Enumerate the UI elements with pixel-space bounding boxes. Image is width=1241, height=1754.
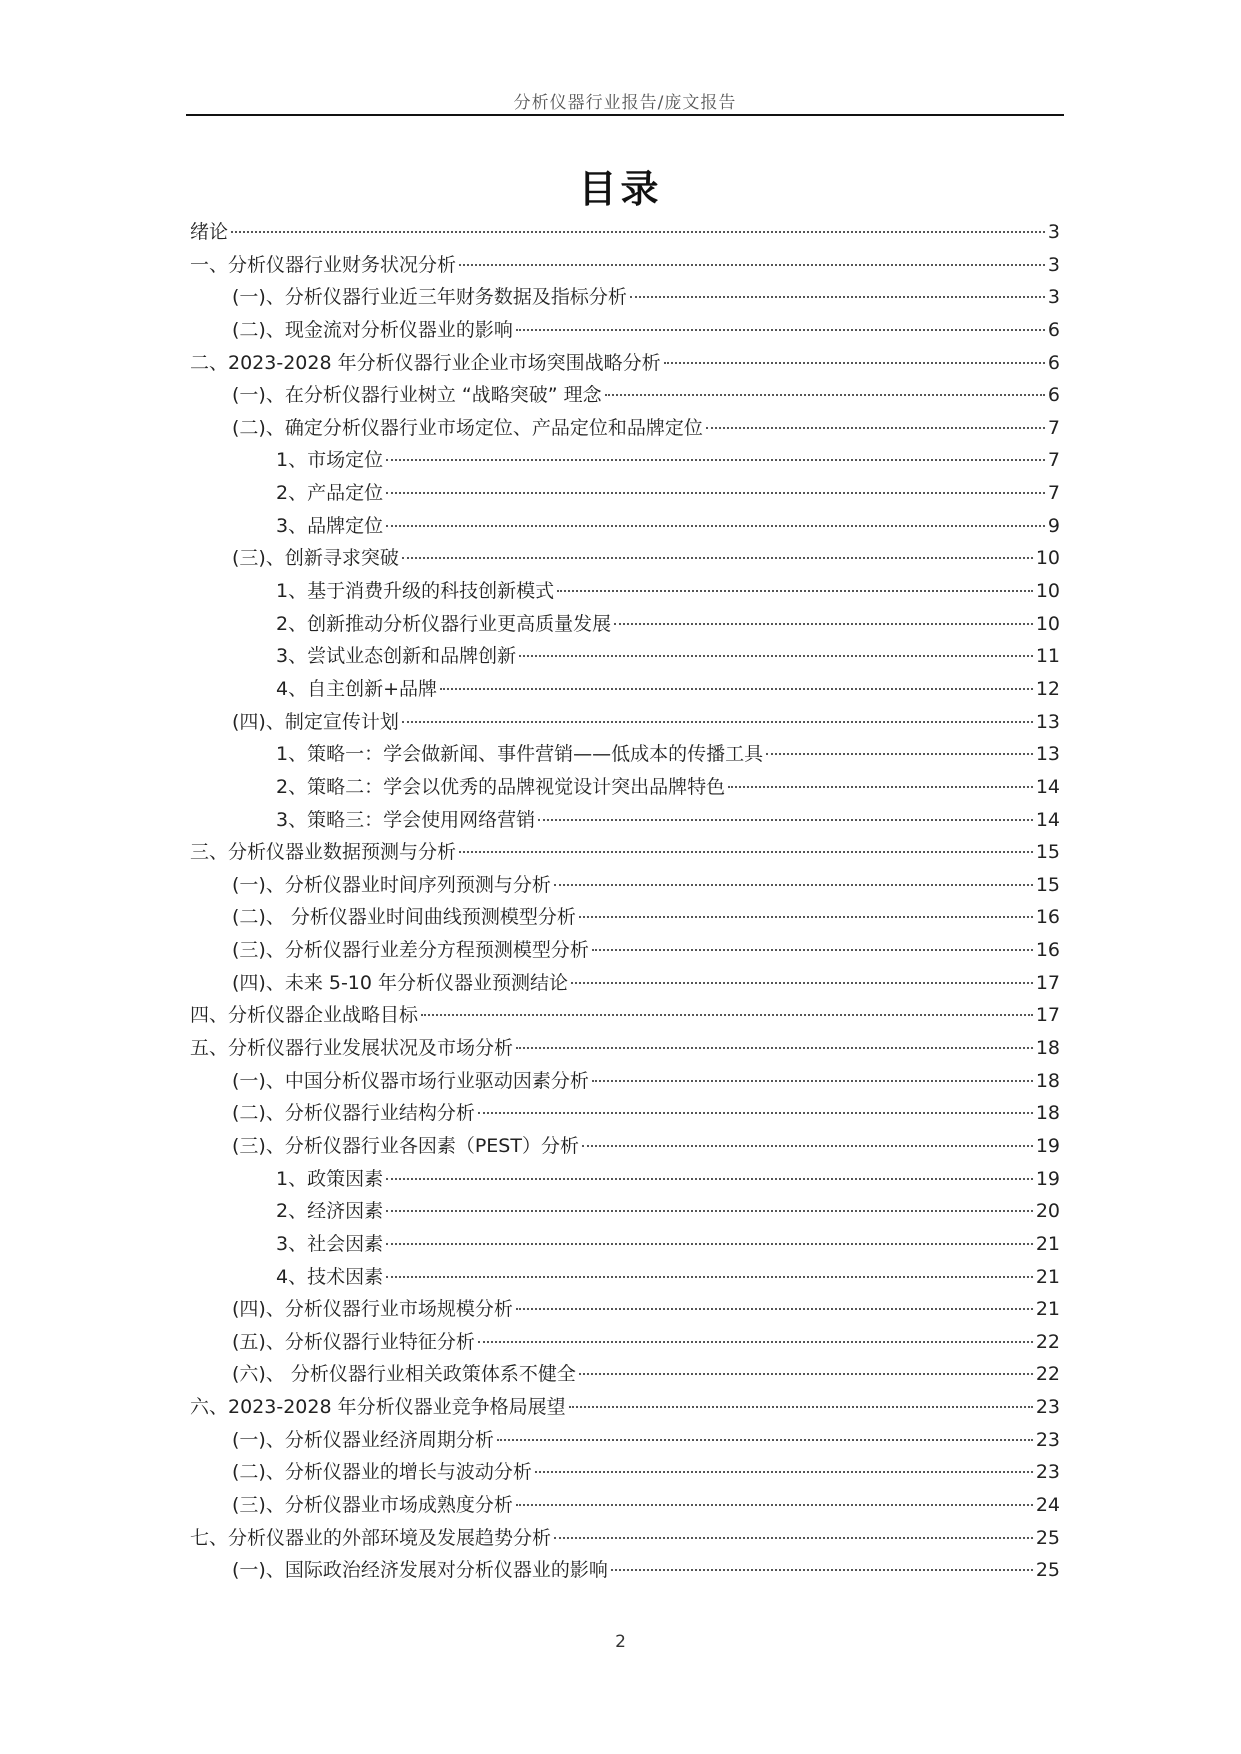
toc-dot-leader xyxy=(630,295,1045,298)
toc-dot-leader xyxy=(554,883,1033,886)
toc-entry-label: (一)、分析仪器业时间序列预测与分析 xyxy=(232,873,551,896)
toc-entry[interactable] xyxy=(190,1195,1060,1228)
toc-dot-leader xyxy=(706,426,1045,429)
toc-entry-page: 12 xyxy=(1035,677,1060,700)
toc-dot-leader xyxy=(440,687,1033,690)
toc-entry[interactable] xyxy=(190,249,1060,282)
toc-entry[interactable] xyxy=(190,216,1060,249)
toc-entry-label: (四)、分析仪器行业市场规模分析 xyxy=(232,1298,513,1321)
toc-entry[interactable] xyxy=(190,673,1060,706)
toc-entry-page: 10 xyxy=(1035,612,1060,635)
toc-entry-page: 10 xyxy=(1035,580,1060,603)
toc-dot-leader xyxy=(402,720,1033,723)
toc-entry-label: 五、分析仪器行业发展状况及市场分析 xyxy=(190,1037,514,1060)
toc-dot-leader xyxy=(516,1503,1033,1506)
toc-entry[interactable] xyxy=(190,477,1060,510)
toc-dot-leader xyxy=(516,1046,1033,1049)
toc-entry[interactable] xyxy=(190,1489,1060,1522)
toc-entry-page: 7 xyxy=(1047,449,1060,472)
toc-entry[interactable] xyxy=(190,1456,1060,1489)
toc-dot-leader xyxy=(664,361,1045,364)
toc-entry-label: 1、市场定位 xyxy=(276,449,384,472)
toc-entry-page: 18 xyxy=(1035,1069,1060,1092)
toc-entry[interactable] xyxy=(190,281,1060,314)
toc-entry-label: (二)、现金流对分析仪器业的影响 xyxy=(232,318,513,341)
toc-entry-label: 2、策略二：学会以优秀的品牌视觉设计突出品牌特色 xyxy=(276,775,726,798)
toc-entry-label: 三、分析仪器业数据预测与分析 xyxy=(190,841,457,864)
toc-entry-page: 13 xyxy=(1035,710,1060,733)
toc-dot-leader xyxy=(478,1111,1033,1114)
toc-dot-leader xyxy=(516,328,1045,331)
toc-entry[interactable] xyxy=(190,1554,1060,1587)
toc-entry-label: 1、基于消费升级的科技创新模式 xyxy=(276,580,555,603)
toc-entry-label: (一)、国际政治经济发展对分析仪器业的影响 xyxy=(232,1559,608,1582)
table-of-contents xyxy=(190,216,1060,1587)
page-number: 2 xyxy=(615,1632,626,1652)
toc-dot-leader xyxy=(386,1209,1033,1212)
toc-entry[interactable] xyxy=(190,1293,1060,1326)
toc-dot-leader xyxy=(592,948,1033,951)
toc-entry-label: 绪论 xyxy=(190,221,229,243)
toc-dot-leader xyxy=(519,654,1033,657)
toc-entry-page: 23 xyxy=(1035,1461,1060,1484)
toc-dot-leader xyxy=(516,1307,1033,1310)
toc-entry[interactable] xyxy=(190,1097,1060,1130)
toc-dot-leader xyxy=(582,1144,1033,1147)
toc-entry-page: 7 xyxy=(1047,416,1060,439)
toc-dot-leader xyxy=(386,1275,1033,1278)
toc-entry-label: (二)、 分析仪器业时间曲线预测模型分析 xyxy=(232,906,576,929)
toc-entry-label: 二、2023-2028 年分析仪器行业企业市场突围战略分析 xyxy=(190,351,661,374)
toc-dot-leader xyxy=(478,1340,1033,1343)
toc-entry-page: 23 xyxy=(1035,1428,1060,1451)
toc-dot-leader xyxy=(728,785,1033,788)
toc-entry-label: (五)、分析仪器行业特征分析 xyxy=(232,1330,475,1353)
toc-dot-leader xyxy=(579,915,1033,918)
toc-entry[interactable] xyxy=(190,1261,1060,1294)
toc-entry-page: 9 xyxy=(1047,514,1060,537)
toc-entry-page: 6 xyxy=(1047,384,1060,407)
toc-dot-leader xyxy=(386,1177,1033,1180)
toc-dot-leader xyxy=(459,263,1045,266)
toc-entry-page: 17 xyxy=(1035,1004,1060,1027)
toc-entry-page: 16 xyxy=(1035,939,1060,962)
toc-entry-label: 3、品牌定位 xyxy=(276,514,384,537)
toc-entry-page: 18 xyxy=(1035,1037,1060,1060)
toc-entry[interactable] xyxy=(190,869,1060,902)
toc-entry-page: 11 xyxy=(1035,645,1060,668)
toc-entry[interactable] xyxy=(190,771,1060,804)
toc-entry-label: (四)、制定宣传计划 xyxy=(232,710,399,733)
toc-entry-label: 4、技术因素 xyxy=(276,1265,384,1288)
toc-entry-label: (三)、分析仪器行业差分方程预测模型分析 xyxy=(232,939,589,962)
toc-entry-label: 一、分析仪器行业财务状况分析 xyxy=(190,253,457,276)
toc-dot-leader xyxy=(386,524,1045,527)
toc-entry-page: 3 xyxy=(1047,286,1060,309)
toc-entry-page: 25 xyxy=(1035,1559,1060,1582)
toc-entry-label: (一)、分析仪器行业近三年财务数据及指标分析 xyxy=(232,286,627,309)
toc-entry-page: 18 xyxy=(1035,1102,1060,1125)
toc-entry-label: 1、政策因素 xyxy=(276,1167,384,1190)
toc-entry-label: (二)、分析仪器行业结构分析 xyxy=(232,1102,475,1125)
toc-dot-leader xyxy=(402,556,1033,559)
toc-entry-page: 6 xyxy=(1047,318,1060,341)
toc-dot-leader xyxy=(421,1013,1033,1016)
toc-dot-leader xyxy=(535,1470,1033,1473)
toc-entry[interactable] xyxy=(190,1522,1060,1555)
toc-entry-label: 4、自主创新+品牌 xyxy=(276,677,438,700)
toc-entry-label: (一)、分析仪器业经济周期分析 xyxy=(232,1428,494,1451)
toc-heading: 目录 xyxy=(578,166,663,211)
toc-entry-page: 14 xyxy=(1035,808,1060,831)
toc-entry-page: 21 xyxy=(1035,1232,1060,1255)
toc-dot-leader xyxy=(571,981,1033,984)
toc-entry-page: 6 xyxy=(1047,351,1060,374)
toc-entry-page: 19 xyxy=(1035,1134,1060,1157)
toc-entry-label: (一)、中国分析仪器市场行业驱动因素分析 xyxy=(232,1069,589,1092)
toc-dot-leader xyxy=(497,1438,1033,1441)
toc-entry-label: 1、策略一：学会做新闻、事件营销——低成本的传播工具 xyxy=(276,743,764,766)
toc-entry[interactable] xyxy=(190,1326,1060,1359)
toc-entry[interactable] xyxy=(190,640,1060,673)
toc-entry-page: 15 xyxy=(1035,841,1060,864)
toc-entry[interactable] xyxy=(190,1228,1060,1261)
toc-entry-page: 22 xyxy=(1035,1363,1060,1386)
toc-entry-page: 3 xyxy=(1047,253,1060,276)
toc-entry[interactable] xyxy=(190,804,1060,837)
toc-entry-page: 21 xyxy=(1035,1298,1060,1321)
toc-entry[interactable] xyxy=(190,510,1060,543)
toc-entry[interactable] xyxy=(190,347,1060,380)
toc-entry[interactable] xyxy=(190,608,1060,641)
toc-entry-label: 六、2023-2028 年分析仪器业竞争格局展望 xyxy=(190,1396,566,1419)
toc-dot-leader xyxy=(569,1405,1033,1408)
toc-dot-leader xyxy=(579,1372,1033,1375)
toc-entry-page: 13 xyxy=(1035,743,1060,766)
toc-entry[interactable] xyxy=(190,901,1060,934)
toc-entry-label: (六)、 分析仪器行业相关政策体系不健全 xyxy=(232,1363,576,1386)
toc-entry[interactable] xyxy=(190,444,1060,477)
toc-dot-leader xyxy=(386,491,1045,494)
toc-entry-label: 3、社会因素 xyxy=(276,1232,384,1255)
toc-entry-label: 四、分析仪器企业战略目标 xyxy=(190,1004,419,1027)
toc-entry-page: 21 xyxy=(1035,1265,1060,1288)
toc-entry[interactable] xyxy=(190,314,1060,347)
toc-entry-page: 20 xyxy=(1035,1200,1060,1223)
toc-entry-page: 16 xyxy=(1035,906,1060,929)
toc-entry[interactable] xyxy=(190,934,1060,967)
toc-entry-label: (四)、未来 5-10 年分析仪器业预测结论 xyxy=(232,971,569,994)
toc-entry-label: 2、经济因素 xyxy=(276,1200,384,1223)
toc-entry[interactable] xyxy=(190,1032,1060,1065)
toc-entry-page: 10 xyxy=(1035,547,1060,570)
toc-dot-leader xyxy=(766,752,1033,755)
toc-entry-page: 24 xyxy=(1035,1493,1060,1516)
toc-entry[interactable] xyxy=(190,706,1060,739)
toc-dot-leader xyxy=(231,230,1045,233)
toc-entry-label: (一)、在分析仪器行业树立 “战略突破” 理念 xyxy=(232,384,602,407)
toc-entry-label: (二)、确定分析仪器行业市场定位、产品定位和品牌定位 xyxy=(232,416,703,439)
toc-entry-label: 2、创新推动分析仪器行业更高质量发展 xyxy=(276,612,612,635)
toc-dot-leader xyxy=(538,818,1033,821)
toc-entry-page: 15 xyxy=(1035,873,1060,896)
toc-entry[interactable] xyxy=(190,1424,1060,1457)
toc-entry[interactable] xyxy=(190,967,1060,1000)
toc-entry[interactable] xyxy=(190,1163,1060,1196)
toc-entry-page: 17 xyxy=(1035,971,1060,994)
toc-dot-leader xyxy=(459,850,1033,853)
toc-entry-label: 七、分析仪器业的外部环境及发展趋势分析 xyxy=(190,1526,552,1549)
toc-entry[interactable] xyxy=(190,999,1060,1032)
toc-entry-label: 2、产品定位 xyxy=(276,482,384,505)
toc-entry[interactable] xyxy=(190,836,1060,869)
toc-entry-label: 3、策略三：学会使用网络营销 xyxy=(276,808,536,831)
toc-dot-leader xyxy=(605,393,1045,396)
toc-entry[interactable] xyxy=(190,1358,1060,1391)
toc-entry[interactable] xyxy=(190,1391,1060,1424)
toc-entry-page: 7 xyxy=(1047,482,1060,505)
toc-entry-label: (三)、创新寻求突破 xyxy=(232,547,399,570)
toc-entry[interactable] xyxy=(190,412,1060,445)
toc-entry[interactable] xyxy=(190,379,1060,412)
toc-entry-label: 3、尝试业态创新和品牌创新 xyxy=(276,645,517,668)
toc-dot-leader xyxy=(386,1242,1033,1245)
toc-entry-label: (三)、分析仪器业市场成熟度分析 xyxy=(232,1493,513,1516)
toc-entry-page: 23 xyxy=(1035,1396,1060,1419)
toc-entry-page: 25 xyxy=(1035,1526,1060,1549)
toc-entry-page: 3 xyxy=(1047,221,1060,243)
running-header-title: 分析仪器行业报告/庞文报告 xyxy=(513,93,737,113)
toc-entry[interactable] xyxy=(190,1130,1060,1163)
toc-dot-leader xyxy=(614,622,1033,625)
toc-dot-leader xyxy=(592,1079,1033,1082)
toc-entry[interactable] xyxy=(190,542,1060,575)
toc-dot-leader xyxy=(554,1536,1033,1539)
toc-entry-label: (三)、分析仪器行业各因素（PEST）分析 xyxy=(232,1134,579,1157)
toc-dot-leader xyxy=(557,589,1033,592)
toc-entry-page: 14 xyxy=(1035,775,1060,798)
toc-entry-label: (二)、分析仪器业的增长与波动分析 xyxy=(232,1461,532,1484)
toc-entry[interactable] xyxy=(190,575,1060,608)
toc-entry[interactable] xyxy=(190,738,1060,771)
toc-entry-page: 19 xyxy=(1035,1167,1060,1190)
toc-entry[interactable] xyxy=(190,1065,1060,1098)
header-divider xyxy=(186,114,1064,116)
toc-dot-leader xyxy=(386,458,1045,461)
toc-dot-leader xyxy=(611,1568,1033,1571)
toc-entry-page: 22 xyxy=(1035,1330,1060,1353)
